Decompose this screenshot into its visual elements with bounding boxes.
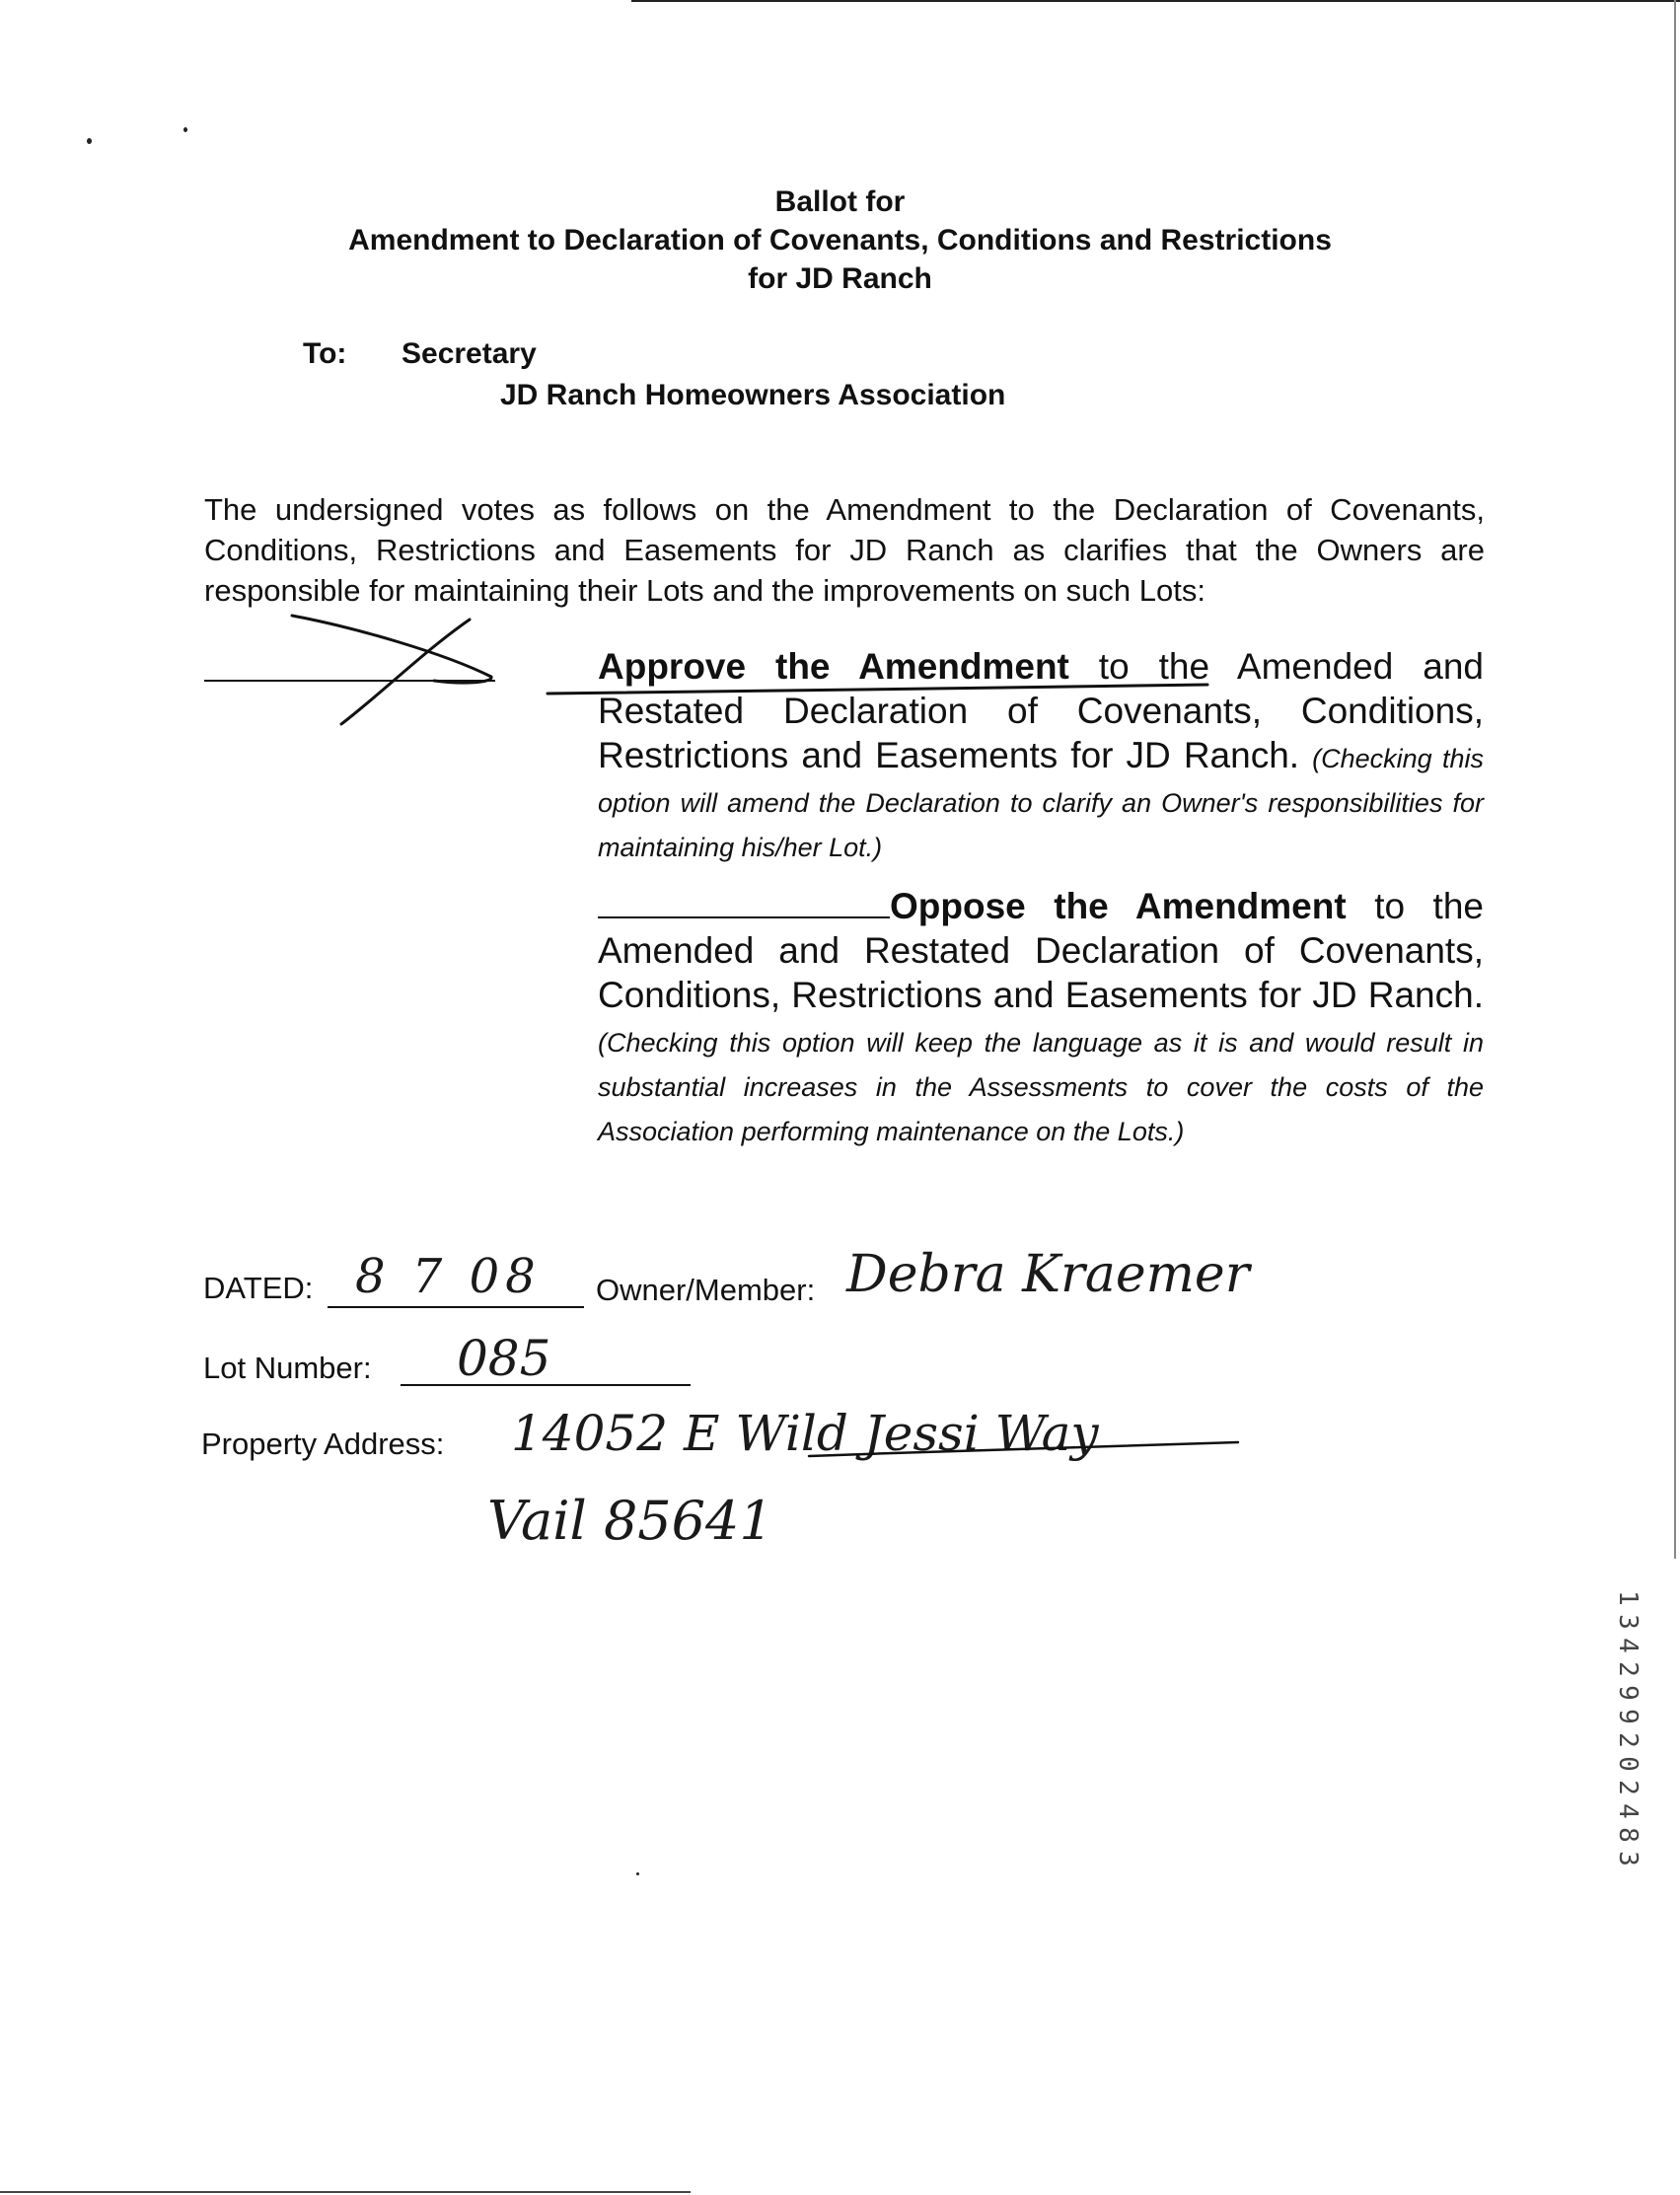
approve-note: (Checking this option will amend the Declaration to clarify an Owner's responsibilities for maintaining his/her Lot.) <box>598 744 1484 862</box>
intro-paragraph: The undersigned votes as follows on the Amendment to the Declaration of Covenants, Conditions, Restrictions and Easements for JD Ranch as clarifies that the Owners are responsible for maintaining their Lots and the improvements on such Lots: <box>204 492 1485 608</box>
recipient-secretary: Secretary <box>402 337 537 370</box>
oppose-note: (Checking this option will keep the language as it is and would result in substantial increases in the Assessments to cover the costs of the Association performing maintenance on the Lots.) <box>598 1028 1484 1146</box>
side-document-number: 1 3 4 2 9 9 2 0 2 4 8 3 <box>1613 1590 1643 1866</box>
approve-check-mark <box>292 616 491 724</box>
approve-text: to the Amended and Restated Declaration of Covenants, Conditions, Restrictions and Easements for JD Ranch. <box>598 646 1484 775</box>
lot-number-handwritten: 085 <box>457 1330 551 1387</box>
ballot-title-line3: for JD Ranch <box>748 262 932 295</box>
dated-handwritten: 8 7 08 <box>355 1249 542 1304</box>
ballot-title-line2: Amendment to Declaration of Covenants, Conditions and Restrictions <box>348 224 1332 256</box>
property-address-line1: 14052 E Wild Jessi Way <box>511 1405 1099 1462</box>
property-address-line2: Vail 85641 <box>487 1490 773 1552</box>
to-label: To: <box>303 337 347 370</box>
oppose-text: to the Amended and Restated Declaration of Covenants, Conditions, Restrictions and Easements for JD Ranch. <box>598 886 1484 1015</box>
ballot-title-line1: Ballot for <box>774 185 906 218</box>
oppose-heading: Oppose the Amendment <box>890 886 1347 926</box>
lot-number-label: Lot Number: <box>203 1351 372 1385</box>
owner-label: Owner/Member: <box>596 1273 816 1307</box>
address-underline-stroke <box>809 1442 1238 1456</box>
owner-signature: Debra Kraemer <box>846 1245 1250 1304</box>
dated-label: DATED: <box>203 1271 314 1305</box>
approve-heading: Approve the Amendment <box>598 646 1069 687</box>
approve-underline-stroke <box>548 685 1207 694</box>
property-address-label: Property Address: <box>201 1427 445 1461</box>
recipient-association: JD Ranch Homeowners Association <box>500 379 1006 411</box>
